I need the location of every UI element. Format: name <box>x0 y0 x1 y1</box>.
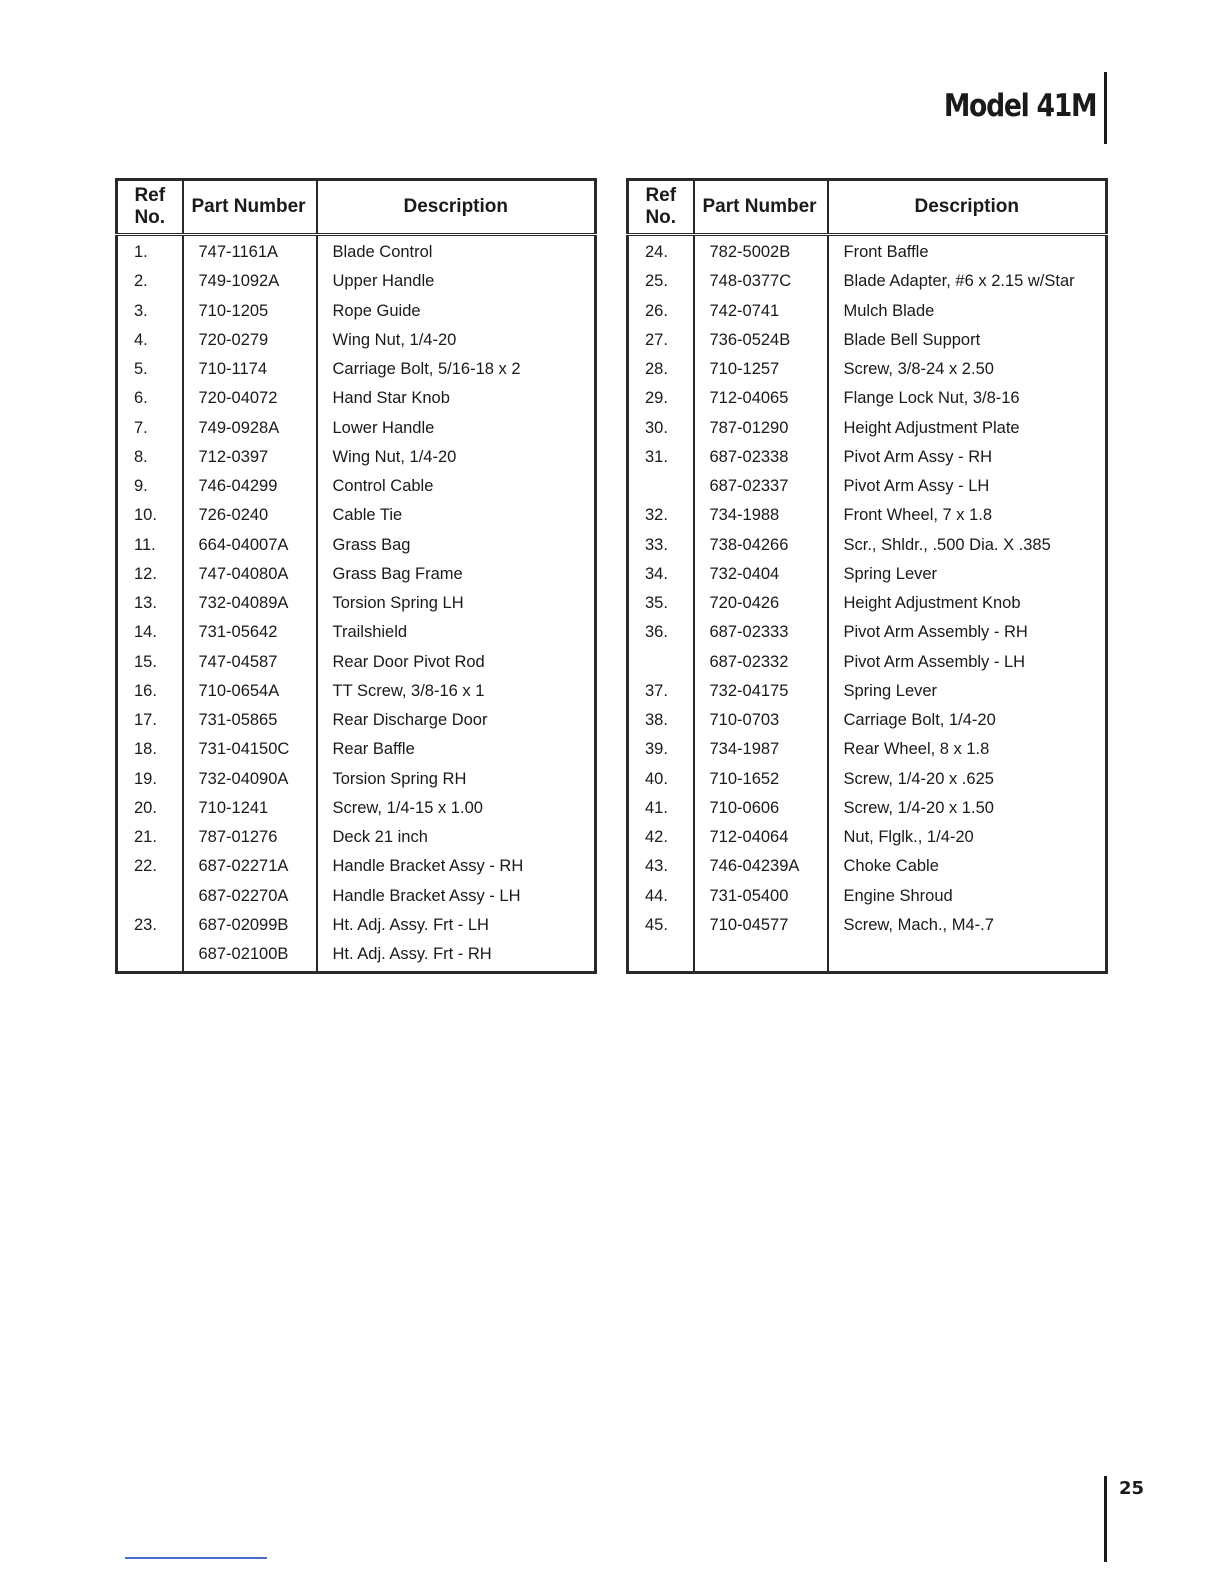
table-row <box>628 852 1107 881</box>
part-number-cell: 720-04072 <box>183 384 317 413</box>
part-number-cell: 747-04587 <box>183 648 317 677</box>
part-number-cell: 710-1257 <box>694 355 828 384</box>
ref-no-cell: 21. <box>117 823 183 852</box>
ref-no-cell: 44. <box>628 882 694 911</box>
table-row <box>117 355 596 384</box>
table-row <box>117 794 596 823</box>
parts-table-right <box>626 178 1108 974</box>
description-cell: Engine Shroud <box>843 886 953 905</box>
ref-no-cell: 33. <box>628 531 694 560</box>
description-cell: Deck 21 inch <box>332 828 428 847</box>
part-number-cell: 710-0703 <box>694 706 828 735</box>
page-number-divider <box>1104 1476 1107 1562</box>
description-cell: Torsion Spring RH <box>332 769 467 788</box>
table-row <box>117 765 596 794</box>
table-row <box>117 648 596 677</box>
table-row <box>117 677 596 706</box>
description-cell: Ht. Adj. Assy. Frt - LH <box>332 915 489 934</box>
table-row <box>117 501 596 530</box>
table-row <box>117 384 596 413</box>
part-number-cell: 749-1092A <box>183 267 317 296</box>
ref-no-cell: 23. <box>117 911 183 940</box>
part-number-cell: 710-1174 <box>183 355 317 384</box>
description-cell: Pivot Arm Assembly - RH <box>843 623 1028 642</box>
part-number-cell: 732-0404 <box>694 560 828 589</box>
table-row <box>628 560 1107 589</box>
description-cell: Cable Tie <box>332 506 403 525</box>
table-row <box>117 882 596 911</box>
part-number-cell: 720-0426 <box>694 589 828 618</box>
description-header: Description <box>828 180 1107 235</box>
ref-no-cell: 35. <box>628 589 694 618</box>
description-cell: Blade Adapter, #6 x 2.15 w/Star <box>843 272 1075 291</box>
table-row <box>628 648 1107 677</box>
table-row <box>628 414 1107 443</box>
ref-header-line1: Ref <box>134 185 166 206</box>
table-row <box>117 443 596 472</box>
ref-no-cell: 45. <box>628 911 694 940</box>
ref-no-cell: 15. <box>117 648 183 677</box>
ref-no-cell: 31. <box>628 443 694 472</box>
description-cell: Grass Bag <box>332 535 411 554</box>
ref-no-cell: 41. <box>628 794 694 823</box>
ref-no-cell: 43. <box>628 852 694 881</box>
table-row <box>117 235 596 268</box>
description-cell: Pivot Arm Assy - LH <box>843 477 990 496</box>
description-cell: Front Wheel, 7 x 1.8 <box>843 506 993 525</box>
ref-no-cell: 19. <box>117 765 183 794</box>
table-row <box>628 823 1107 852</box>
description-cell: Scr., Shldr., .500 Dia. X .385 <box>843 535 1051 554</box>
table-row <box>628 531 1107 560</box>
description-cell: Nut, Flglk., 1/4-20 <box>843 828 974 847</box>
table-row <box>628 706 1107 735</box>
table-row <box>628 618 1107 647</box>
part-number-cell: 710-1652 <box>694 765 828 794</box>
part-number-cell: 748-0377C <box>694 267 828 296</box>
ref-no-cell: 26. <box>628 297 694 326</box>
ref-no-header <box>117 180 183 235</box>
table-row <box>628 501 1107 530</box>
table-row <box>117 531 596 560</box>
table-row <box>117 267 596 296</box>
part-number-cell: 710-0606 <box>694 794 828 823</box>
table-row <box>628 472 1107 501</box>
table-row <box>628 735 1107 764</box>
part-number-cell: 687-02100B <box>183 940 317 973</box>
description-cell: Blade Bell Support <box>843 330 981 349</box>
table-row <box>117 940 596 973</box>
part-number-cell: 787-01290 <box>694 414 828 443</box>
description-cell: Mulch Blade <box>843 301 935 320</box>
table-row <box>628 235 1107 268</box>
table-row <box>628 677 1107 706</box>
ref-no-cell <box>117 940 183 973</box>
description-cell: Choke Cable <box>843 857 939 876</box>
table-row <box>628 940 1107 973</box>
description-cell: Rear Door Pivot Rod <box>332 652 485 671</box>
table-header-row <box>628 180 1107 235</box>
ref-no-cell: 16. <box>117 677 183 706</box>
ref-no-cell: 18. <box>117 735 183 764</box>
description-cell: Carriage Bolt, 1/4-20 <box>843 711 996 730</box>
part-number-cell: 720-0279 <box>183 326 317 355</box>
ref-no-cell: 36. <box>628 618 694 647</box>
part-number-cell: 734-1988 <box>694 501 828 530</box>
ref-no-cell: 20. <box>117 794 183 823</box>
ref-no-cell: 37. <box>628 677 694 706</box>
ref-no-cell: 10. <box>117 501 183 530</box>
parts-table-right-body <box>628 235 1107 973</box>
description-header: Description <box>317 180 596 235</box>
part-number-cell: 746-04299 <box>183 472 317 501</box>
description-cell: Spring Lever <box>843 681 938 700</box>
ref-no-cell <box>117 882 183 911</box>
ref-no-cell: 29. <box>628 384 694 413</box>
ref-no-cell <box>628 940 694 973</box>
part-number-header: Part Number <box>183 180 317 235</box>
table-row <box>628 267 1107 296</box>
part-number-cell: 732-04175 <box>694 677 828 706</box>
part-number-cell: 732-04089A <box>183 589 317 618</box>
ref-no-cell: 38. <box>628 706 694 735</box>
part-number-cell: 687-02270A <box>183 882 317 911</box>
part-number-cell: 687-02333 <box>694 618 828 647</box>
description-cell: Rear Baffle <box>332 740 415 759</box>
description-cell: Upper Handle <box>332 272 435 291</box>
part-number-cell: 747-04080A <box>183 560 317 589</box>
ref-no-cell: 4. <box>117 326 183 355</box>
description-cell: Blade Control <box>332 243 433 262</box>
table-row <box>117 414 596 443</box>
part-number-cell: 787-01276 <box>183 823 317 852</box>
part-number-cell: 734-1987 <box>694 735 828 764</box>
part-number-cell: 732-04090A <box>183 765 317 794</box>
part-number-cell: 742-0741 <box>694 297 828 326</box>
description-cell: Wing Nut, 1/4-20 <box>332 330 457 349</box>
ref-no-cell: 42. <box>628 823 694 852</box>
part-number-cell <box>694 940 828 973</box>
ref-no-cell: 11. <box>117 531 183 560</box>
description-cell: Flange Lock Nut, 3/8-16 <box>843 389 1020 408</box>
table-row <box>117 852 596 881</box>
parts-table-left <box>115 178 597 974</box>
table-row <box>117 618 596 647</box>
ref-no-cell: 12. <box>117 560 183 589</box>
description-cell: Lower Handle <box>332 418 435 437</box>
part-number-cell: 749-0928A <box>183 414 317 443</box>
description-cell: Hand Star Knob <box>332 389 450 408</box>
ref-no-cell: 39. <box>628 735 694 764</box>
ref-no-cell <box>628 472 694 501</box>
description-cell: Pivot Arm Assembly - LH <box>843 652 1026 671</box>
part-number-cell: 664-04007A <box>183 531 317 560</box>
description-cell: Height Adjustment Knob <box>843 594 1021 613</box>
part-number-cell: 710-1205 <box>183 297 317 326</box>
part-number-cell: 712-04065 <box>694 384 828 413</box>
part-number-cell: 687-02332 <box>694 648 828 677</box>
ref-no-cell: 40. <box>628 765 694 794</box>
ref-no-cell: 34. <box>628 560 694 589</box>
table-header-row <box>117 180 596 235</box>
part-number-cell: 687-02338 <box>694 443 828 472</box>
footer-rule <box>125 1557 267 1559</box>
part-number-cell: 687-02099B <box>183 911 317 940</box>
ref-no-cell: 2. <box>117 267 183 296</box>
ref-no-cell: 24. <box>628 235 694 268</box>
part-number-cell: 731-05865 <box>183 706 317 735</box>
table-row <box>628 765 1107 794</box>
table-row <box>628 589 1107 618</box>
description-cell: Torsion Spring LH <box>332 594 464 613</box>
ref-no-cell: 5. <box>117 355 183 384</box>
table-row <box>117 472 596 501</box>
description-cell: Screw, Mach., M4-.7 <box>843 915 994 934</box>
table-row <box>628 297 1107 326</box>
table-row <box>628 384 1107 413</box>
page-title: Model 41M <box>943 88 1096 124</box>
ref-no-cell: 13. <box>117 589 183 618</box>
part-number-cell: 782-5002B <box>694 235 828 268</box>
table-row <box>117 589 596 618</box>
description-cell: Handle Bracket Assy - RH <box>332 857 524 876</box>
description-cell: Carriage Bolt, 5/16-18 x 2 <box>332 360 521 379</box>
part-number-cell: 738-04266 <box>694 531 828 560</box>
description-cell: Screw, 1/4-20 x .625 <box>843 769 994 788</box>
part-number-cell: 687-02337 <box>694 472 828 501</box>
description-cell: Screw, 1/4-15 x 1.00 <box>332 798 483 817</box>
title-divider <box>1104 72 1107 144</box>
ref-no-cell: 1. <box>117 235 183 268</box>
table-row <box>628 355 1107 384</box>
part-number-cell: 726-0240 <box>183 501 317 530</box>
table-row <box>117 735 596 764</box>
ref-no-cell: 17. <box>117 706 183 735</box>
description-cell: Spring Lever <box>843 564 938 583</box>
table-row <box>628 443 1107 472</box>
part-number-header: Part Number <box>694 180 828 235</box>
part-number-cell: 731-04150C <box>183 735 317 764</box>
part-number-cell: 746-04239A <box>694 852 828 881</box>
table-row <box>117 823 596 852</box>
description-cell: Rear Wheel, 8 x 1.8 <box>843 740 990 759</box>
description-cell <box>828 940 1107 973</box>
ref-no-cell <box>628 648 694 677</box>
description-cell: TT Screw, 3/8-16 x 1 <box>332 681 485 700</box>
description-cell: Screw, 1/4-20 x 1.50 <box>843 798 994 817</box>
part-number-cell: 747-1161A <box>183 235 317 268</box>
ref-no-cell: 22. <box>117 852 183 881</box>
description-cell: Screw, 3/8-24 x 2.50 <box>843 360 994 379</box>
part-number-cell: 710-04577 <box>694 911 828 940</box>
ref-no-cell: 8. <box>117 443 183 472</box>
ref-no-cell: 27. <box>628 326 694 355</box>
ref-no-cell: 14. <box>117 618 183 647</box>
description-cell: Rope Guide <box>332 301 421 320</box>
ref-no-cell: 3. <box>117 297 183 326</box>
description-cell: Height Adjustment Plate <box>843 418 1020 437</box>
ref-no-cell: 9. <box>117 472 183 501</box>
part-number-cell: 712-04064 <box>694 823 828 852</box>
description-cell: Trailshield <box>332 623 408 642</box>
ref-header-line2: No. <box>134 207 166 228</box>
description-cell: Ht. Adj. Assy. Frt - RH <box>332 945 492 964</box>
ref-no-cell: 25. <box>628 267 694 296</box>
description-cell: Grass Bag Frame <box>332 564 463 583</box>
ref-no-cell: 30. <box>628 414 694 443</box>
part-number-cell: 731-05400 <box>694 882 828 911</box>
part-number-cell: 710-0654A <box>183 677 317 706</box>
description-cell: Pivot Arm Assy - RH <box>843 447 993 466</box>
description-cell: Front Baffle <box>843 243 929 262</box>
table-row <box>117 326 596 355</box>
description-cell: Handle Bracket Assy - LH <box>332 886 521 905</box>
part-number-cell: 687-02271A <box>183 852 317 881</box>
description-cell: Wing Nut, 1/4-20 <box>332 447 457 466</box>
ref-header-line2: No. <box>645 207 677 228</box>
table-row <box>628 326 1107 355</box>
part-number-cell: 712-0397 <box>183 443 317 472</box>
part-number-cell: 736-0524B <box>694 326 828 355</box>
ref-no-cell: 28. <box>628 355 694 384</box>
parts-table-left-body <box>117 235 596 973</box>
description-cell: Rear Discharge Door <box>332 711 488 730</box>
table-row <box>117 706 596 735</box>
table-row <box>117 560 596 589</box>
table-row <box>628 911 1107 940</box>
ref-header-line1: Ref <box>645 185 677 206</box>
ref-no-cell: 7. <box>117 414 183 443</box>
part-number-cell: 731-05642 <box>183 618 317 647</box>
ref-no-cell: 6. <box>117 384 183 413</box>
table-row <box>628 882 1107 911</box>
page-number: 25 <box>1119 1478 1145 1499</box>
part-number-cell: 710-1241 <box>183 794 317 823</box>
table-row <box>117 911 596 940</box>
table-row <box>117 297 596 326</box>
table-row <box>628 794 1107 823</box>
ref-no-header <box>628 180 694 235</box>
description-cell: Control Cable <box>332 477 434 496</box>
ref-no-cell: 32. <box>628 501 694 530</box>
